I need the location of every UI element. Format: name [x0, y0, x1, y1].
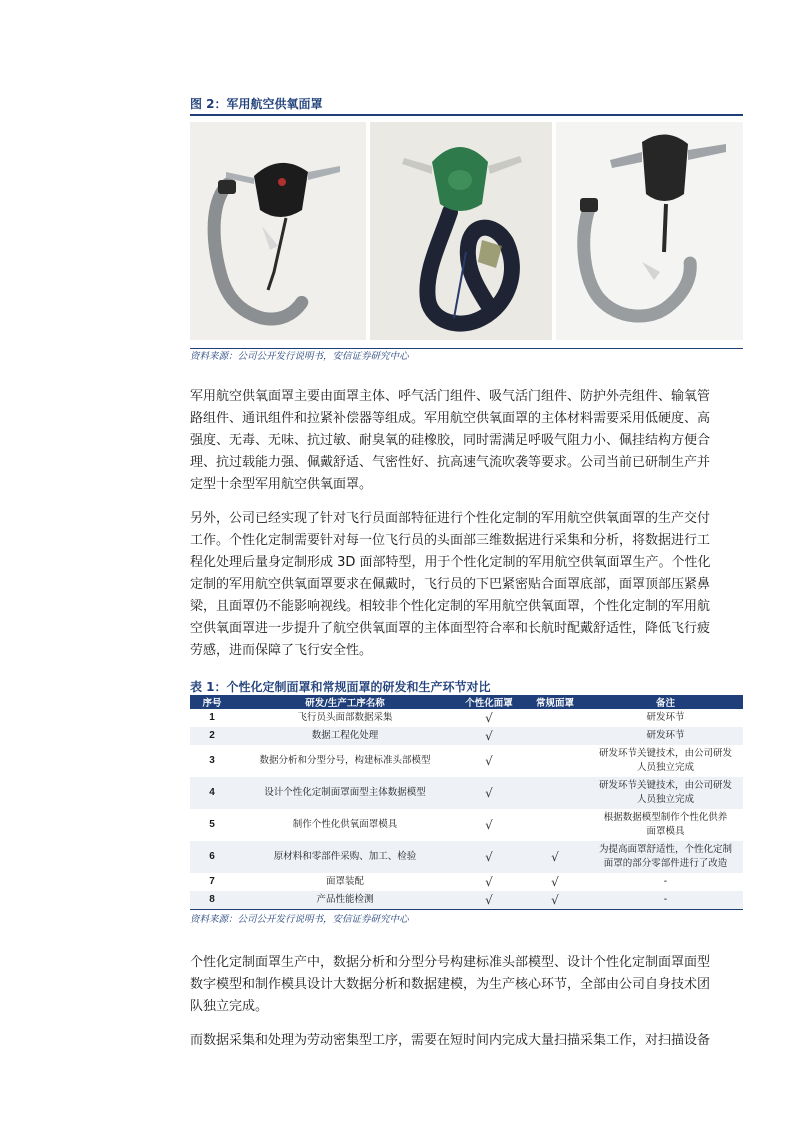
paragraph-3: [190, 952, 743, 1018]
header-process: 研发/生产工序名称: [234, 695, 456, 709]
row-note: [588, 809, 743, 841]
row-regular-check: [522, 745, 588, 777]
row-regular-check: √: [522, 841, 588, 873]
figure-bottom-rule: [190, 348, 743, 349]
row-note-line: 人员独立完成: [636, 794, 694, 805]
row-process: 产品性能检测: [234, 891, 456, 909]
figure-photos: [190, 122, 743, 340]
row-process: 数据分析和分型分号，构建标准头部模型: [259, 755, 431, 766]
row-no: 7: [209, 876, 215, 887]
row-no: 3: [209, 755, 215, 766]
paragraph-line: 队独立完成。: [190, 999, 269, 1014]
paragraph-line: 强度、无毒、无味、抗过敏、耐臭氧的硅橡胶，同时需满足呼吸气阻力小、佩挂结构方便合: [190, 433, 711, 448]
paragraph-line: 而数据采集和处理为劳动密集型工序，需要在短时间内完成大量扫描采集工作，对扫描设备: [190, 1033, 711, 1048]
row-custom-check: √: [485, 818, 493, 832]
row-note-line: 研发环节关键技术，由公司研发: [598, 780, 732, 791]
row-no: 2: [190, 727, 234, 745]
paragraph-line: 空供氧面罩进一步提升了航空供氧面罩的主体面型符合率和长航时配戴舒适性，降低飞行疲: [190, 621, 711, 636]
row-note-line: 面罩的部分零部件进行了改造: [603, 858, 728, 869]
row-note-line: 研发环节关键技术，由公司研发: [598, 748, 732, 759]
row-no: 4: [190, 777, 234, 809]
row-custom-check: √: [456, 727, 522, 745]
row-note-line: 研发环节: [646, 712, 685, 723]
oxygen-mask-gray-photo: [556, 122, 743, 340]
oxygen-mask-green-photo: [370, 122, 552, 340]
row-process: 设计个性化定制面罩面型主体数据模型: [234, 777, 456, 809]
table-source: 资料来源：公司公开发行说明书，安信证券研究中心: [190, 914, 409, 925]
paragraph-line: 梁，且面罩仍不能影响视线。相较非个性化定制的军用航空供氧面罩，个性化定制的军用航: [190, 599, 711, 614]
paragraph-line: 定型十余型军用航空供氧面罩。: [190, 477, 373, 492]
row-note-line: -: [663, 894, 668, 905]
row-custom-check: √: [456, 891, 522, 909]
table-row: [190, 727, 743, 745]
table-header-row: [190, 695, 743, 709]
row-no: 6: [190, 841, 234, 873]
row-regular-check: √: [522, 891, 588, 909]
row-note: [588, 745, 743, 777]
row-note: [588, 777, 743, 809]
figure-source: 资料来源：公司公开发行说明书，安信证券研究中心: [190, 351, 409, 362]
paragraph-line: 理、抗过载能力强、佩戴舒适、气密性好、抗高速气流吹袭等要求。公司当前已研制生产并: [190, 455, 711, 470]
row-regular-check: [522, 777, 588, 809]
row-regular-check: [522, 809, 588, 841]
row-custom-check: √: [485, 754, 493, 768]
row-note-line: 根据数据模型制作个性化供养: [603, 812, 728, 823]
row-note-line: 为提高面罩舒适性，个性化定制: [598, 844, 732, 855]
header-note: 备注: [588, 695, 743, 709]
row-note-line: -: [663, 876, 668, 887]
row-note: [588, 727, 743, 745]
row-note: [588, 841, 743, 873]
table-row: [190, 709, 743, 727]
row-no: 1: [209, 712, 215, 723]
paragraph-line: 路组件、通讯组件和拉紧补偿器等组成。军用航空供氧面罩的主体材料需要采用低硬度、高: [190, 411, 711, 426]
table-row: [190, 873, 743, 891]
row-note-line: 研发环节: [646, 730, 685, 741]
header-custom-mask: 个性化面罩: [456, 695, 522, 709]
row-custom-check: √: [485, 875, 493, 889]
row-process: 飞行员头面部数据采集: [297, 712, 393, 723]
figure-title: 图 2：军用航空供氧面罩: [190, 97, 323, 111]
header-regular-mask: 常规面罩: [522, 695, 588, 709]
row-custom-check: √: [485, 711, 493, 725]
paragraph-1: [190, 386, 743, 496]
row-no: 8: [190, 891, 234, 909]
row-regular-check: [522, 727, 588, 745]
row-process: 数据工程化处理: [234, 727, 456, 745]
paragraph-line: 另外，公司已经实现了针对飞行员面部特征进行个性化定制的军用航空供氧面罩的生产交付: [190, 511, 711, 526]
table-bottom-rule: [190, 909, 743, 910]
row-note-line: 面罩模具: [646, 826, 685, 837]
table-row: [190, 777, 743, 809]
table-row: [190, 809, 743, 841]
paragraph-line: 定制的军用航空供氧面罩要求在佩戴时，飞行员的下巴紧密贴合面罩底部，面罩顶部压紧鼻: [190, 577, 711, 592]
row-note: [588, 873, 743, 891]
table-title: 表 1：个性化定制面罩和常规面罩的研发和生产环节对比: [190, 680, 491, 694]
row-regular-check: √: [551, 875, 559, 889]
row-process: 原材料和零部件采购、加工、检验: [234, 841, 456, 873]
table-row: [190, 891, 743, 909]
paragraph-line: 程化处理后量身定制形成 3D 面部特型，用于个性化定制的军用航空供氧面罩生产。个性化: [190, 555, 711, 570]
paragraph-line: 个性化定制面罩生产中，数据分析和分型分号构建标准头部模型、设计个性化定制面罩面型: [190, 955, 711, 970]
paragraph-line: 工作。个性化定制需要针对每一位飞行员的头面部三维数据进行采集和分析，将数据进行工: [190, 533, 711, 548]
row-note: [588, 709, 743, 727]
row-process: 制作个性化供氧面罩模具: [292, 819, 398, 830]
table-row: [190, 745, 743, 777]
row-no: 5: [209, 819, 215, 830]
table-row: [190, 841, 743, 873]
paragraph-line: 数字模型和制作模具设计大数据分析和数据建模，为生产核心环节，全部由公司自身技术团: [190, 977, 711, 992]
oxygen-mask-black-photo: [190, 122, 366, 340]
row-note: [588, 891, 743, 909]
figure-top-rule: [190, 114, 743, 116]
paragraph-2: [190, 508, 743, 662]
row-note-line: 人员独立完成: [636, 762, 694, 773]
comparison-table: [190, 695, 743, 910]
row-process: 面罩装配: [325, 876, 364, 887]
row-custom-check: √: [456, 777, 522, 809]
row-regular-check: [522, 709, 588, 727]
header-no: 序号: [190, 695, 234, 709]
row-custom-check: √: [456, 841, 522, 873]
paragraph-line: 军用航空供氧面罩主要由面罩主体、呼气活门组件、吸气活门组件、防护外壳组件、输氧管: [190, 389, 711, 404]
paragraph-4: [190, 1030, 743, 1052]
paragraph-line: 劳感，进而保障了飞行安全性。: [190, 643, 373, 658]
